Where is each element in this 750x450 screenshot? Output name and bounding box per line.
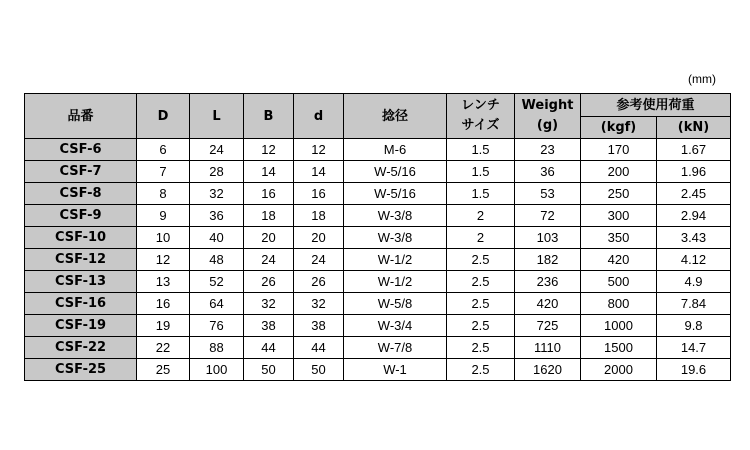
cell-kgf: 500	[581, 271, 657, 293]
cell-l: 24	[190, 139, 244, 161]
cell-kgf: 250	[581, 183, 657, 205]
cell-wrench: 2.5	[447, 271, 515, 293]
cell-l: 100	[190, 359, 244, 381]
header-D: D	[137, 94, 190, 139]
cell-d: 38	[294, 315, 344, 337]
cell-part: CSF-8	[25, 183, 137, 205]
cell-kgf: 1000	[581, 315, 657, 337]
cell-d: 25	[137, 359, 190, 381]
cell-thread: W-1/2	[344, 271, 447, 293]
unit-note: (mm)	[688, 72, 716, 86]
cell-kgf: 170	[581, 139, 657, 161]
cell-d: 50	[294, 359, 344, 381]
cell-b: 32	[244, 293, 294, 315]
cell-kn: 9.8	[657, 315, 731, 337]
cell-b: 24	[244, 249, 294, 271]
header-load-kn: (kN)	[657, 117, 731, 139]
cell-kgf: 300	[581, 205, 657, 227]
cell-l: 28	[190, 161, 244, 183]
cell-kn: 2.94	[657, 205, 731, 227]
cell-weight: 236	[515, 271, 581, 293]
cell-part: CSF-22	[25, 337, 137, 359]
cell-b: 44	[244, 337, 294, 359]
table-row	[25, 337, 731, 359]
cell-weight: 420	[515, 293, 581, 315]
table-header	[25, 94, 731, 139]
cell-part: CSF-9	[25, 205, 137, 227]
cell-kn: 4.9	[657, 271, 731, 293]
cell-d: 16	[137, 293, 190, 315]
cell-b: 12	[244, 139, 294, 161]
table-row	[25, 271, 731, 293]
cell-d: 7	[137, 161, 190, 183]
cell-d: 8	[137, 183, 190, 205]
cell-weight: 53	[515, 183, 581, 205]
cell-wrench: 1.5	[447, 161, 515, 183]
cell-d: 9	[137, 205, 190, 227]
table-row	[25, 249, 731, 271]
header-wrench-size	[447, 94, 515, 139]
cell-part: CSF-25	[25, 359, 137, 381]
cell-kn: 2.45	[657, 183, 731, 205]
cell-weight: 1110	[515, 337, 581, 359]
cell-weight: 182	[515, 249, 581, 271]
header-weight-line2: (g)	[536, 118, 559, 133]
cell-wrench: 2.5	[447, 249, 515, 271]
header-d: d	[294, 94, 344, 139]
cell-wrench: 1.5	[447, 183, 515, 205]
cell-weight: 23	[515, 139, 581, 161]
cell-weight: 103	[515, 227, 581, 249]
cell-l: 32	[190, 183, 244, 205]
cell-wrench: 2	[447, 227, 515, 249]
table-row	[25, 293, 731, 315]
cell-wrench: 1.5	[447, 139, 515, 161]
cell-kn: 19.6	[657, 359, 731, 381]
cell-d: 26	[294, 271, 344, 293]
cell-part: CSF-12	[25, 249, 137, 271]
cell-b: 20	[244, 227, 294, 249]
cell-kn: 3.43	[657, 227, 731, 249]
cell-b: 16	[244, 183, 294, 205]
cell-part: CSF-6	[25, 139, 137, 161]
cell-thread: W-3/4	[344, 315, 447, 337]
cell-kn: 1.67	[657, 139, 731, 161]
cell-b: 14	[244, 161, 294, 183]
cell-l: 52	[190, 271, 244, 293]
table-row	[25, 315, 731, 337]
cell-thread: W-1/2	[344, 249, 447, 271]
cell-l: 40	[190, 227, 244, 249]
cell-wrench: 2.5	[447, 337, 515, 359]
table-row	[25, 139, 731, 161]
header-wrench-line2: サイズ	[461, 118, 500, 133]
cell-d: 20	[294, 227, 344, 249]
table-row	[25, 359, 731, 381]
cell-thread: W-1	[344, 359, 447, 381]
cell-d: 10	[137, 227, 190, 249]
cell-d: 44	[294, 337, 344, 359]
cell-wrench: 2	[447, 205, 515, 227]
cell-thread: W-5/8	[344, 293, 447, 315]
header-load-kgf: (kgf)	[581, 117, 657, 139]
cell-l: 76	[190, 315, 244, 337]
cell-d: 22	[137, 337, 190, 359]
cell-b: 26	[244, 271, 294, 293]
cell-kgf: 1500	[581, 337, 657, 359]
header-L: L	[190, 94, 244, 139]
cell-l: 88	[190, 337, 244, 359]
cell-weight: 725	[515, 315, 581, 337]
cell-kn: 14.7	[657, 337, 731, 359]
header-thread: 捻径	[344, 94, 447, 139]
table-body	[25, 139, 731, 381]
cell-thread: W-5/16	[344, 161, 447, 183]
cell-wrench: 2.5	[447, 293, 515, 315]
cell-thread: W-7/8	[344, 337, 447, 359]
spec-table	[24, 93, 731, 381]
header-load-group: 参考使用荷重	[581, 94, 731, 117]
cell-d: 13	[137, 271, 190, 293]
cell-b: 50	[244, 359, 294, 381]
cell-thread: W-3/8	[344, 227, 447, 249]
cell-d: 16	[294, 183, 344, 205]
cell-d: 32	[294, 293, 344, 315]
cell-kn: 7.84	[657, 293, 731, 315]
cell-wrench: 2.5	[447, 315, 515, 337]
cell-wrench: 2.5	[447, 359, 515, 381]
cell-part: CSF-10	[25, 227, 137, 249]
cell-l: 36	[190, 205, 244, 227]
cell-d: 12	[294, 139, 344, 161]
cell-kgf: 350	[581, 227, 657, 249]
cell-part: CSF-19	[25, 315, 137, 337]
cell-d: 14	[294, 161, 344, 183]
cell-b: 38	[244, 315, 294, 337]
cell-thread: M-6	[344, 139, 447, 161]
cell-part: CSF-16	[25, 293, 137, 315]
cell-part: CSF-13	[25, 271, 137, 293]
table-row	[25, 183, 731, 205]
header-weight	[515, 94, 581, 139]
table-row	[25, 205, 731, 227]
cell-kgf: 800	[581, 293, 657, 315]
cell-l: 64	[190, 293, 244, 315]
cell-weight: 72	[515, 205, 581, 227]
header-weight-line1: Weight	[521, 98, 574, 113]
cell-d: 24	[294, 249, 344, 271]
cell-kn: 4.12	[657, 249, 731, 271]
cell-weight: 1620	[515, 359, 581, 381]
table-row	[25, 227, 731, 249]
cell-kgf: 200	[581, 161, 657, 183]
cell-part: CSF-7	[25, 161, 137, 183]
cell-kn: 1.96	[657, 161, 731, 183]
cell-d: 12	[137, 249, 190, 271]
header-B: B	[244, 94, 294, 139]
header-wrench-line1: レンチ	[461, 98, 500, 113]
cell-weight: 36	[515, 161, 581, 183]
cell-d: 19	[137, 315, 190, 337]
cell-d: 18	[294, 205, 344, 227]
cell-kgf: 420	[581, 249, 657, 271]
cell-thread: W-3/8	[344, 205, 447, 227]
header-part: 品番	[25, 94, 137, 139]
cell-l: 48	[190, 249, 244, 271]
cell-thread: W-5/16	[344, 183, 447, 205]
cell-b: 18	[244, 205, 294, 227]
cell-kgf: 2000	[581, 359, 657, 381]
cell-d: 6	[137, 139, 190, 161]
table-row	[25, 161, 731, 183]
